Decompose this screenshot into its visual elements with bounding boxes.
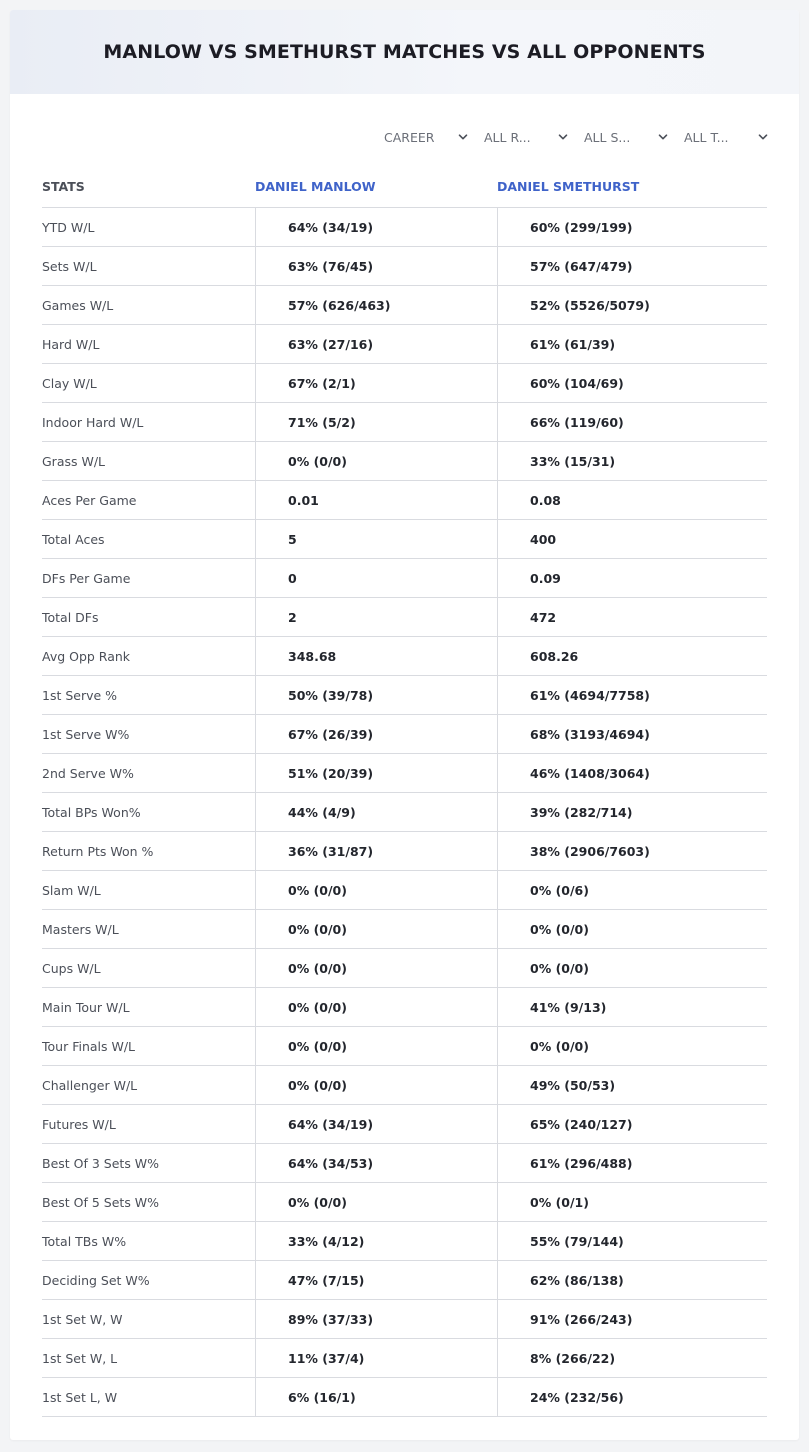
stat-label: 1st Serve % xyxy=(42,687,118,703)
filter-label: ALL S... xyxy=(584,129,631,145)
player1-value: 0% (0/0) xyxy=(255,910,497,948)
stat-label: 1st Set W, L xyxy=(42,1350,118,1366)
player2-value: 38% (2906/7603) xyxy=(497,832,767,870)
stat-label: 1st Set W, W xyxy=(42,1311,123,1327)
table-row xyxy=(42,910,767,949)
table-header xyxy=(42,166,767,208)
player2-value: 472 xyxy=(497,598,767,636)
table-row xyxy=(42,1378,767,1417)
player2-value: 0.08 xyxy=(497,481,767,519)
table-row xyxy=(42,598,767,637)
stat-label: Total TBs W% xyxy=(42,1233,127,1249)
player2-value: 400 xyxy=(497,520,767,558)
stat-label: Best Of 3 Sets W% xyxy=(42,1155,160,1171)
stats-table xyxy=(42,166,767,1417)
table-row xyxy=(42,1300,767,1339)
stat-label: Total DFs xyxy=(42,609,99,625)
stat-label: Clay W/L xyxy=(42,375,97,391)
player1-value: 57% (626/463) xyxy=(255,286,497,324)
filter-label: ALL R... xyxy=(484,129,531,145)
player1-link[interactable]: DANIEL MANLOW xyxy=(255,179,376,194)
player1-value: 0.01 xyxy=(255,481,497,519)
table-row xyxy=(42,1261,767,1300)
player2-value: 0% (0/1) xyxy=(497,1183,767,1221)
chevron-down-icon xyxy=(458,132,468,142)
stat-label: Slam W/L xyxy=(42,882,101,898)
player1-value: 0% (0/0) xyxy=(255,442,497,480)
stat-label: Total BPs Won% xyxy=(42,804,141,820)
table-row xyxy=(42,832,767,871)
chevron-down-icon xyxy=(758,132,768,142)
player2-value: 66% (119/60) xyxy=(497,403,767,441)
table-row xyxy=(42,715,767,754)
player2-value: 62% (86/138) xyxy=(497,1261,767,1299)
player1-value: 0% (0/0) xyxy=(255,949,497,987)
column-header-stats: STATS xyxy=(42,179,85,194)
stat-label: Return Pts Won % xyxy=(42,843,154,859)
player2-value: 60% (104/69) xyxy=(497,364,767,402)
stat-label: 1st Set L, W xyxy=(42,1389,118,1405)
player1-value: 348.68 xyxy=(255,637,497,675)
chevron-down-icon xyxy=(658,132,668,142)
table-row xyxy=(42,559,767,598)
filter-period-dropdown[interactable] xyxy=(382,126,482,148)
stat-label: Indoor Hard W/L xyxy=(42,414,144,430)
filter-round-dropdown[interactable] xyxy=(482,126,582,148)
player1-value: 50% (39/78) xyxy=(255,676,497,714)
table-row xyxy=(42,949,767,988)
player2-value: 61% (296/488) xyxy=(497,1144,767,1182)
table-row xyxy=(42,325,767,364)
table-row xyxy=(42,1105,767,1144)
player1-value: 0 xyxy=(255,559,497,597)
player1-value: 44% (4/9) xyxy=(255,793,497,831)
player2-value: 61% (4694/7758) xyxy=(497,676,767,714)
filter-label: ALL T... xyxy=(684,129,729,145)
table-row xyxy=(42,403,767,442)
player1-value: 89% (37/33) xyxy=(255,1300,497,1338)
player1-value: 33% (4/12) xyxy=(255,1222,497,1260)
stat-label: Main Tour W/L xyxy=(42,999,130,1015)
table-row xyxy=(42,364,767,403)
filter-bar xyxy=(382,126,782,148)
table-row xyxy=(42,442,767,481)
table-row xyxy=(42,1183,767,1222)
table-body xyxy=(42,208,767,1417)
player1-value: 63% (76/45) xyxy=(255,247,497,285)
player1-value: 71% (5/2) xyxy=(255,403,497,441)
player1-value: 64% (34/53) xyxy=(255,1144,497,1182)
stat-label: Masters W/L xyxy=(42,921,119,937)
table-row xyxy=(42,754,767,793)
player1-value: 0% (0/0) xyxy=(255,1027,497,1065)
player2-value: 0.09 xyxy=(497,559,767,597)
stat-label: DFs Per Game xyxy=(42,570,131,586)
player2-value: 39% (282/714) xyxy=(497,793,767,831)
player1-value: 47% (7/15) xyxy=(255,1261,497,1299)
stat-label: Games W/L xyxy=(42,297,114,313)
player1-value: 11% (37/4) xyxy=(255,1339,497,1377)
player2-value: 608.26 xyxy=(497,637,767,675)
player2-value: 68% (3193/4694) xyxy=(497,715,767,753)
player2-link[interactable]: DANIEL SMETHURST xyxy=(497,179,640,194)
stats-card xyxy=(10,10,799,1440)
table-row xyxy=(42,1339,767,1378)
chevron-down-icon xyxy=(558,132,568,142)
filter-label: CAREER xyxy=(384,129,435,145)
player2-value: 60% (299/199) xyxy=(497,208,767,246)
player1-value: 2 xyxy=(255,598,497,636)
player2-value: 52% (5526/5079) xyxy=(497,286,767,324)
player2-value: 65% (240/127) xyxy=(497,1105,767,1143)
stat-label: Tour Finals W/L xyxy=(42,1038,136,1054)
player2-value: 0% (0/0) xyxy=(497,1027,767,1065)
player2-value: 55% (79/144) xyxy=(497,1222,767,1260)
table-row xyxy=(42,1144,767,1183)
stat-label: Aces Per Game xyxy=(42,492,137,508)
player1-value: 0% (0/0) xyxy=(255,1066,497,1104)
stat-label: 1st Serve W% xyxy=(42,726,130,742)
player2-value: 41% (9/13) xyxy=(497,988,767,1026)
player1-value: 0% (0/0) xyxy=(255,871,497,909)
card-header xyxy=(10,10,799,94)
player2-value: 33% (15/31) xyxy=(497,442,767,480)
player2-value: 57% (647/479) xyxy=(497,247,767,285)
player2-value: 49% (50/53) xyxy=(497,1066,767,1104)
table-row xyxy=(42,676,767,715)
filter-tournament-dropdown[interactable] xyxy=(682,126,782,148)
stat-label: Futures W/L xyxy=(42,1116,116,1132)
table-row xyxy=(42,793,767,832)
stat-label: Best Of 5 Sets W% xyxy=(42,1194,160,1210)
table-row xyxy=(42,871,767,910)
stat-label: Hard W/L xyxy=(42,336,100,352)
filter-surface-dropdown[interactable] xyxy=(582,126,682,148)
stat-label: Challenger W/L xyxy=(42,1077,138,1093)
stat-label: YTD W/L xyxy=(42,219,95,235)
table-row xyxy=(42,988,767,1027)
table-row xyxy=(42,520,767,559)
stat-label: Deciding Set W% xyxy=(42,1272,150,1288)
table-row xyxy=(42,247,767,286)
stat-label: Cups W/L xyxy=(42,960,101,976)
player2-value: 46% (1408/3064) xyxy=(497,754,767,792)
player1-value: 51% (20/39) xyxy=(255,754,497,792)
player2-value: 0% (0/0) xyxy=(497,910,767,948)
player1-value: 5 xyxy=(255,520,497,558)
player2-value: 61% (61/39) xyxy=(497,325,767,363)
table-row xyxy=(42,637,767,676)
player1-value: 64% (34/19) xyxy=(255,208,497,246)
player1-value: 67% (2/1) xyxy=(255,364,497,402)
player2-value: 24% (232/56) xyxy=(497,1378,767,1416)
table-row xyxy=(42,286,767,325)
player2-value: 0% (0/0) xyxy=(497,949,767,987)
stat-label: Total Aces xyxy=(42,531,105,547)
player1-value: 0% (0/0) xyxy=(255,988,497,1026)
stat-label: Avg Opp Rank xyxy=(42,648,131,664)
player1-value: 0% (0/0) xyxy=(255,1183,497,1221)
player1-value: 64% (34/19) xyxy=(255,1105,497,1143)
player1-value: 36% (31/87) xyxy=(255,832,497,870)
player2-value: 91% (266/243) xyxy=(497,1300,767,1338)
stat-label: Grass W/L xyxy=(42,453,106,469)
stat-label: Sets W/L xyxy=(42,258,97,274)
table-row xyxy=(42,481,767,520)
table-row xyxy=(42,1027,767,1066)
player2-value: 8% (266/22) xyxy=(497,1339,767,1377)
player1-value: 67% (26/39) xyxy=(255,715,497,753)
table-row xyxy=(42,1222,767,1261)
player1-value: 6% (16/1) xyxy=(255,1378,497,1416)
page-title: MANLOW VS SMETHURST MATCHES VS ALL OPPONENTS xyxy=(103,41,706,63)
table-row xyxy=(42,1066,767,1105)
table-row xyxy=(42,208,767,247)
stat-label: 2nd Serve W% xyxy=(42,765,134,781)
player1-value: 63% (27/16) xyxy=(255,325,497,363)
player2-value: 0% (0/6) xyxy=(497,871,767,909)
